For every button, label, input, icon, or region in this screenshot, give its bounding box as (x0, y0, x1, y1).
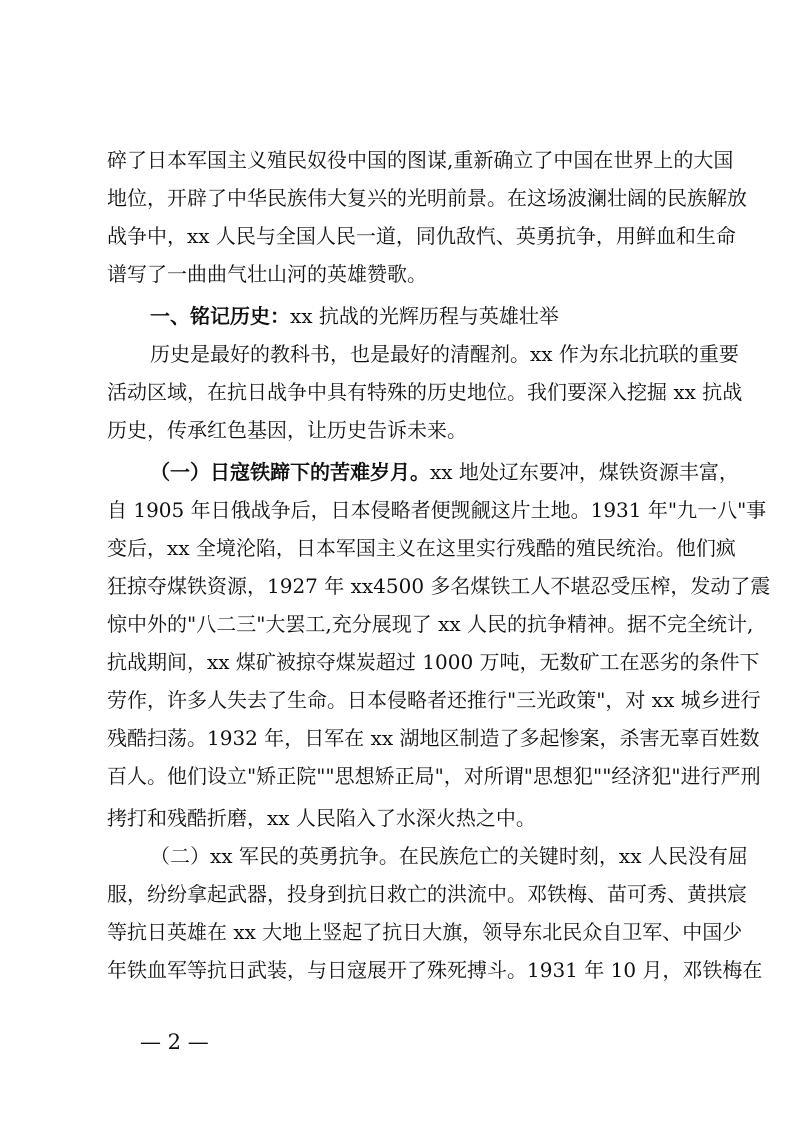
line-text: 狂掠夺煤铁资源，1927 年 xx4500 多名煤铁工人不堪忍受压榨，发动了震 (107, 574, 771, 598)
text-line (107, 725, 760, 751)
line-text: 等抗日英雄在 xx 大地上竖起了抗日大旗，领导东北民众自卫军、中国少 (107, 920, 743, 944)
line-text: 历史，传承红色基因，让历史告诉未来。 (107, 418, 467, 442)
text-line (107, 185, 747, 211)
text-line (107, 763, 761, 789)
text-line (107, 957, 763, 983)
line-text: 自 1905 年日俄战争后，日本侵略者便觊觎这片土地。1931 年"九一八"事 (107, 498, 767, 522)
bold-lead: （一）日寇铁蹄下的苦难岁月。 (150, 460, 430, 484)
text-line (107, 261, 687, 287)
line-text: 拷打和残酷折磨，xx 人民陷入了水深火热之中。 (107, 806, 536, 830)
line-text: 历史是最好的教科书，也是最好的清醒剂。xx 作为东北抗联的重要 (150, 342, 739, 366)
line-text: 年铁血军等抗日武装，与日寇展开了殊死搏斗。1931 年 10 月，邓铁梅在 (107, 958, 763, 982)
text-line (107, 919, 743, 945)
line-text: （二）xx 军民的英勇抗争。在民族危亡的关键时刻，xx 人民没有屈 (150, 844, 748, 868)
line-text: 劳作，许多人失去了生命。日本侵略者还推行"三光政策"，对 xx 城乡进行 (107, 688, 761, 712)
line-text: 残酷扫荡。1932 年，日军在 xx 湖地区制造了多起惨案，杀害无辜百姓数 (107, 726, 760, 750)
line-text: 惊中外的"八二三"大罢工,充分展现了 xx 人民的抗争精神。据不完全统计, (107, 612, 754, 636)
line-text: 服，纷纷拿起武器，投身到抗日救亡的洪流中。邓铁梅、苗可秀、黄拱宸 (107, 882, 747, 906)
text-line (107, 497, 767, 523)
text-line (107, 611, 754, 637)
line-text: 抗战期间，xx 煤矿被掠夺煤炭超过 1000 万吨，无数矿工在恶劣的条件下 (107, 650, 760, 674)
page-number: — 2 — (140, 1030, 209, 1054)
line-text: 百人。他们设立"矫正院""思想矫正局"，对所谓"思想犯""经济犯"进行严刑 (107, 764, 761, 788)
line-text: 碎了日本军国主义殖民奴役中国的图谋,重新确立了中国在世界上的大国 (107, 148, 734, 172)
text-line (107, 573, 771, 599)
text-line (107, 379, 743, 405)
text-line (107, 223, 736, 249)
text-line (107, 147, 734, 173)
text-line (150, 843, 748, 869)
line-text: 战争中，xx 人民与全国人民一道，同仇敌忾、英勇抗争，用鲜血和生命 (107, 224, 736, 248)
line-text: xx 抗战的光辉历程与英雄壮举 (290, 304, 559, 328)
text-line (107, 649, 760, 675)
bold-lead: 一、铭记历史： (150, 304, 290, 328)
text-line (107, 805, 687, 831)
text-line (107, 535, 736, 561)
heading-line (150, 459, 739, 485)
line-text: 活动区域，在抗日战争中具有特殊的历史地位。我们要深入挖掘 xx 抗战 (107, 380, 743, 404)
line-text: 地位，开辟了中华民族伟大复兴的光明前景。在这场波澜壮阔的民族解放 (107, 186, 747, 210)
heading-line (150, 303, 687, 329)
line-text: 变后，xx 全境沦陷，日本军国主义在这里实行残酷的殖民统治。他们疯 (107, 536, 736, 560)
line-text: xx 地处辽东要冲，煤铁资源丰富， (430, 460, 739, 484)
text-line (107, 417, 687, 443)
text-line (107, 881, 747, 907)
text-line (107, 687, 761, 713)
text-line (150, 341, 739, 367)
line-text: 谱写了一曲曲气壮山河的英雄赞歌。 (107, 262, 427, 286)
